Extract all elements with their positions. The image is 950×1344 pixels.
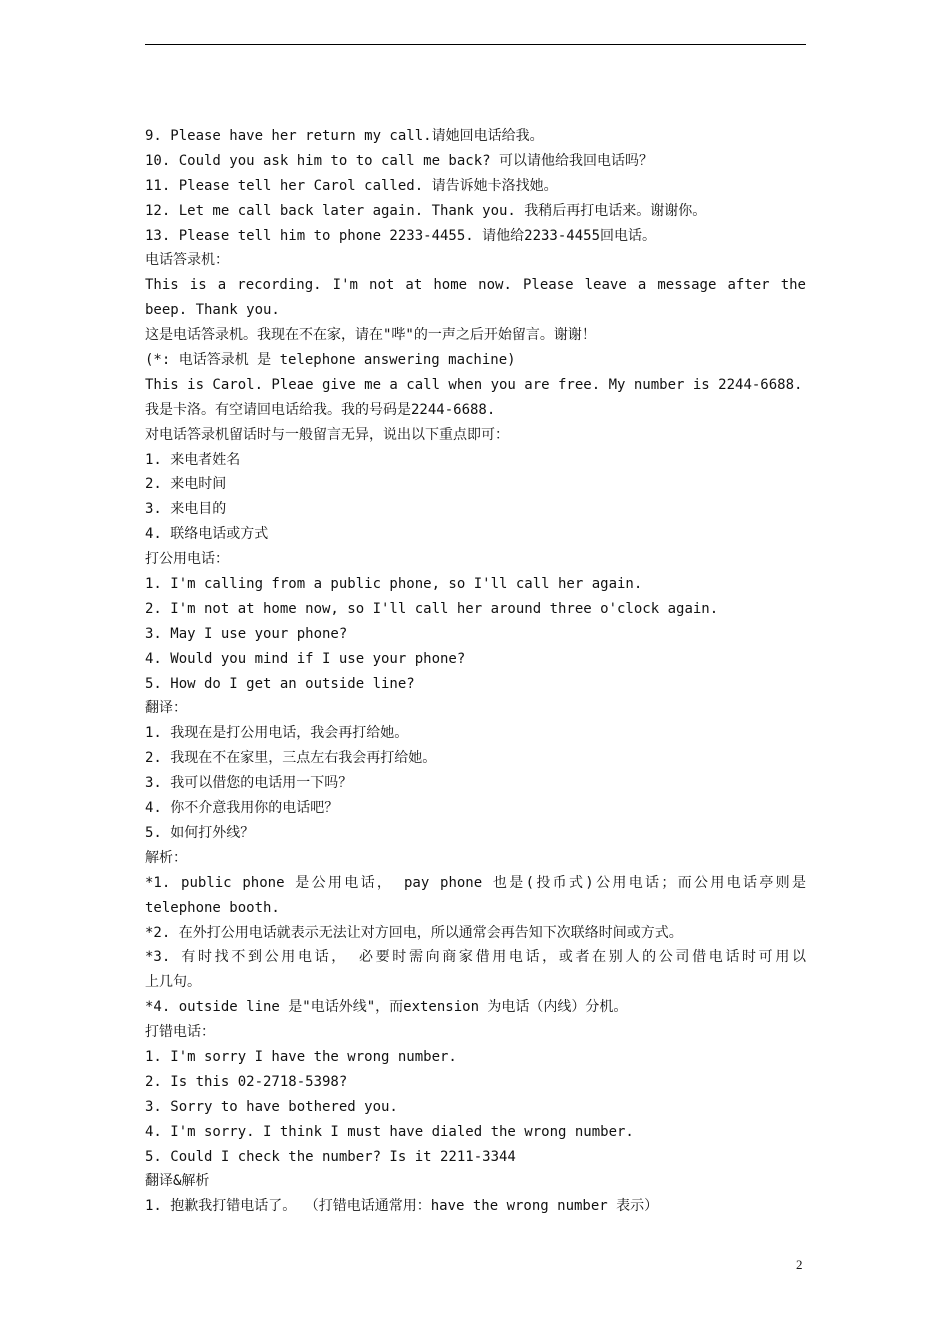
list-item: 2. I'm not at home now, so I'll call her around three o'clock again. (145, 600, 719, 617)
text-line: 对电话答录机留话时与一般留言无异，说出以下重点即可： (145, 426, 509, 443)
section-heading: 打错电话： (145, 1024, 215, 1041)
section-heading: 翻译&解析 (145, 1173, 210, 1190)
list-item: 3. May I use your phone? (145, 625, 348, 642)
page-number: 2 (796, 1257, 803, 1272)
section-heading: 电话答录机： (145, 252, 229, 269)
list-item: 5. How do I get an outside line? (145, 675, 415, 692)
list-item: 1. 来电者姓名 (145, 451, 241, 468)
text-line: 13. Please tell him to phone 2233-4455. 请他给2233-4455回电话。 (145, 227, 657, 244)
text-line: 9. Please have her return my call.请她回电话给我。 (145, 128, 544, 144)
text-line: 10. Could you ask him to to call me back? 可以请他给我回电话吗？ (145, 152, 654, 169)
list-item: 4. Would you mind if I use your phone? (145, 650, 466, 667)
list-item: 3. Sorry to have bothered you. (145, 1098, 398, 1115)
text-line: *1. public phone 是公用电话， pay phone 也是(投币式)公用电话；而公用电话亭则是 (145, 874, 806, 891)
list-item: 5. Could I check the number? Is it 2211-3344 (145, 1148, 516, 1165)
list-item: 2. Is this 02-2718-5398? (145, 1073, 348, 1090)
list-item: 3. 我可以借您的电话用一下吗？ (145, 775, 353, 792)
section-heading: 打公用电话： (145, 551, 229, 568)
text-line: This is Carol. Pleae give me a call when you are free. My number is 2244-6688. (145, 376, 803, 393)
text-line: 11. Please tell her Carol called. 请告诉她卡洛找她。 (145, 177, 558, 194)
text-line: *2. 在外打公用电话就表示无法让对方回电，所以通常会再告知下次联络时间或方式。 (145, 924, 683, 941)
list-item: 4. 联络电话或方式 (145, 526, 269, 543)
section-heading: 解析： (145, 849, 187, 866)
text-line: telephone booth. (145, 899, 280, 916)
list-item: 2. 来电时间 (145, 476, 227, 493)
list-item: 4. I'm sorry. I think I must have dialed the wrong number. (145, 1123, 634, 1140)
text-line: 12. Let me call back later again. Thank you. 我稍后再打电话来。谢谢你。 (145, 202, 707, 219)
header-rule (145, 44, 806, 45)
text-line: *4. outside line 是"电话外线"，而extension 为电话（内线）分机。 (145, 999, 628, 1016)
document-body (145, 124, 806, 1219)
text-line: beep. Thank you. (145, 302, 280, 319)
list-item: 3. 来电目的 (145, 501, 227, 518)
list-item: 1. I'm calling from a public phone, so I'll call her again. (145, 576, 643, 593)
text-line: This is a recording. I'm not at home now. Please leave a message after the (145, 277, 806, 294)
section-heading: 翻译： (145, 700, 187, 717)
list-item: 1. 抱歉我打错电话了。 （打错电话通常用：have the wrong number 表示） (145, 1198, 659, 1215)
text-line: 这是电话答录机。我现在不在家，请在"哔"的一声之后开始留言。谢谢！ (145, 327, 596, 344)
text-line: 我是卡洛。有空请回电话给我。我的号码是2244-6688. (145, 401, 496, 418)
text-line: 上几句。 (145, 974, 201, 991)
list-item: 2. 我现在不在家里，三点左右我会再打给她。 (145, 750, 437, 767)
list-item: 1. I'm sorry I have the wrong number. (145, 1048, 457, 1065)
list-item: 4. 你不介意我用你的电话吧？ (145, 800, 339, 817)
list-item: 1. 我现在是打公用电话，我会再打给她。 (145, 725, 409, 742)
list-item: 5. 如何打外线？ (145, 824, 255, 841)
text-line: (*: 电话答录机 是 telephone answering machine) (145, 352, 516, 369)
text-line: *3. 有时找不到公用电话， 必要时需向商家借用电话，或者在别人的公司借电话时可用以 (145, 949, 806, 966)
